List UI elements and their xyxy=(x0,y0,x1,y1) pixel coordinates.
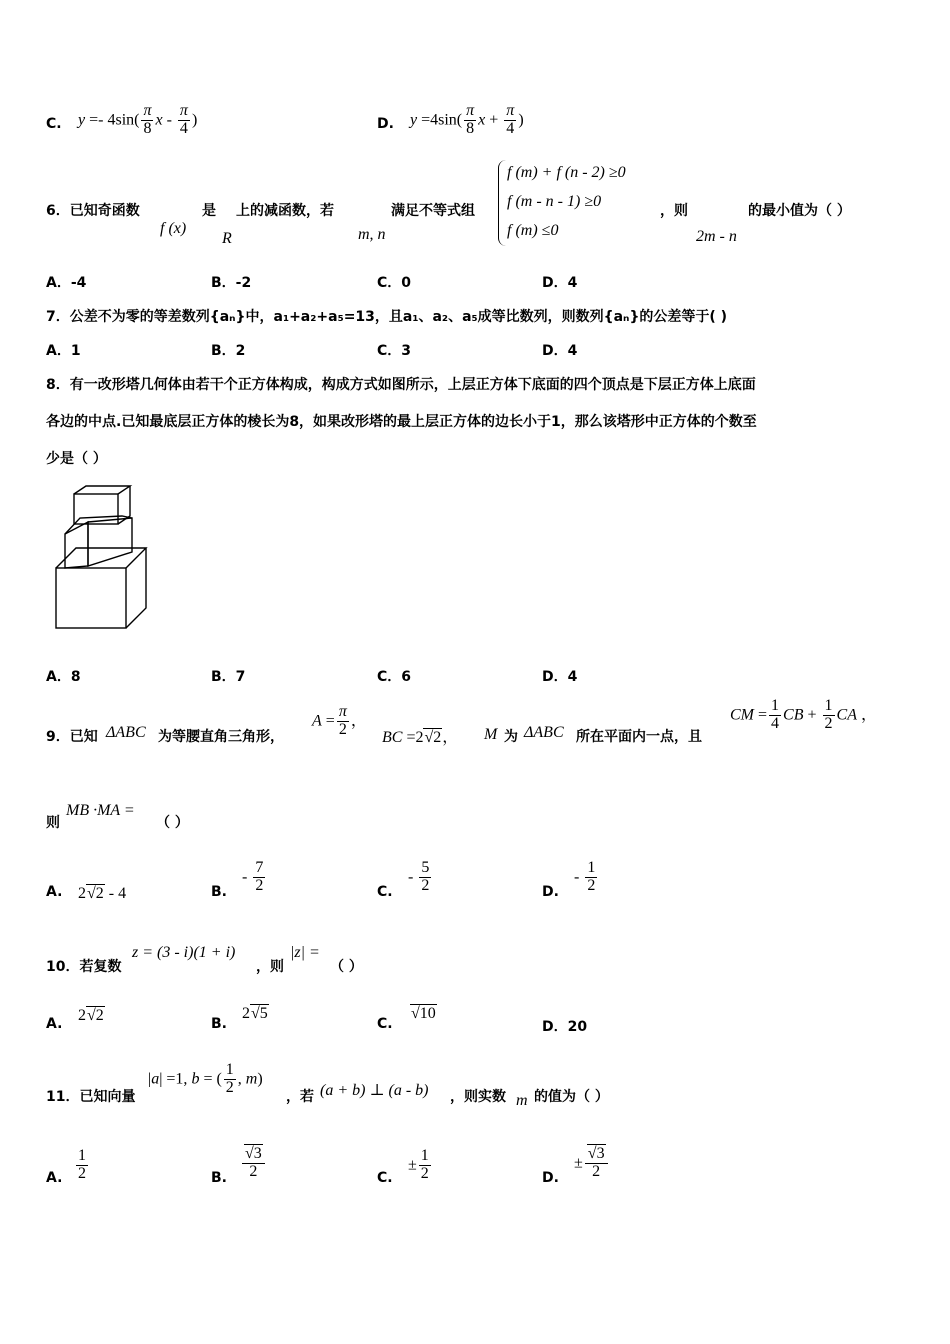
q9-opt-d-math: - $\frac{1}{2}$ xyxy=(574,859,596,894)
q6-text-4: 满足不等式组 xyxy=(391,203,475,219)
q9-angle: A = $\frac{\pi}{2}$ ， xyxy=(312,703,367,738)
q11-vec: |a| =1, b = ( $\frac{1}{2}$ , m) xyxy=(148,1061,263,1096)
q9-opt-b-label: B. xyxy=(211,884,227,900)
q10-paren: （ ） xyxy=(330,959,363,975)
q6-R: R xyxy=(222,230,232,247)
q9-text-4: 所在平面内一点，且 xyxy=(576,729,702,745)
q11-text-2: ，若 xyxy=(286,1089,314,1105)
q5-opt-c-label: C. xyxy=(46,116,62,132)
q11-m: m xyxy=(516,1092,528,1109)
q7-text: 7．公差不为零的等差数列{aₙ}中，a₁+a₂+a₅=13，且a₁、a₂、a₅成等比数列，则数列{aₙ}的公差等于( ) xyxy=(46,309,728,325)
q9-then: 则 xyxy=(46,815,60,831)
q10-opt-b-label: B. xyxy=(211,1016,227,1032)
q9-opt-b-math: - $\frac{7}{2}$ xyxy=(242,859,264,894)
q6-opt-d: D．4 xyxy=(542,275,578,291)
q9-paren: （ ） xyxy=(156,815,189,831)
q6-ineq-2: f (m - n - 1) ≥0 xyxy=(507,193,602,210)
q6-text-2: 是 xyxy=(202,203,216,219)
q9-text-1: 9．已知 xyxy=(46,729,98,745)
q10-text-1: 10．若复数 xyxy=(46,959,122,975)
q6-text-3: 上的减函数，若 xyxy=(236,203,334,219)
q7-opt-c: C．3 xyxy=(377,343,412,359)
q8-opt-a: A．8 xyxy=(46,669,81,685)
q7-opt-a: A．1 xyxy=(46,343,81,359)
q10-abs: |z| = xyxy=(290,944,320,961)
q8-line-1: 8．有一改形塔几何体由若干个正方体构成，构成方式如图所示，上层正方体下底面的四个顶点是下层正方体上底面 xyxy=(46,377,756,393)
middle-cube-front xyxy=(65,522,88,568)
q6-fx: f (x) xyxy=(160,220,187,237)
q8-line-3: 少是（ ） xyxy=(46,451,107,467)
q6-ineq-1: f (m) + f (n - 2) ≥0 xyxy=(507,164,626,181)
q9-cm-equation: CM = $\frac{1}{4}$ CB + $\frac{1}{2}$ CA ， xyxy=(730,697,877,732)
q11-perp: (a + b) ⊥ (a - b) xyxy=(320,1082,429,1099)
q9-bc: BC =2√2， xyxy=(382,729,459,746)
q10-opt-c-label: C. xyxy=(377,1016,393,1032)
q6-expr: 2m - n xyxy=(696,228,737,245)
q10-text-2: ，则 xyxy=(256,959,284,975)
q9-tri: ΔABC xyxy=(106,724,146,741)
q7-opt-b: B．2 xyxy=(211,343,246,359)
q8-opt-d: D．4 xyxy=(542,669,578,685)
q6-mn: m, n xyxy=(358,226,386,243)
q9-opt-a-label: A. xyxy=(46,884,63,900)
top-cube-top xyxy=(74,486,130,494)
q5-opt-d-label: D. xyxy=(377,116,394,132)
q11-opt-a-math: $\frac{1}{2}$ xyxy=(78,1147,86,1182)
q6-ineq-3: f (m) ≤0 xyxy=(507,222,559,239)
q10-opt-a-label: A. xyxy=(46,1016,63,1032)
q11-text-4: 的值为（ ） xyxy=(534,1089,609,1105)
bottom-cube-front xyxy=(56,568,126,628)
q9-dot: MB ·MA = xyxy=(66,802,135,819)
q11-text-3: ，则实数 xyxy=(450,1089,506,1105)
q9-text-2: 为等腰直角三角形， xyxy=(158,729,284,745)
q5-opt-c-math: y =- 4sin( $\frac{\pi}{8}$ x - $\frac{\pi}{4}$ ) xyxy=(78,102,198,137)
q10-opt-c-math: √10 xyxy=(411,1005,436,1022)
q11-opt-b-label: B. xyxy=(211,1170,227,1186)
q8-line-2: 各边的中点.已知最底层正方体的棱长为8，如果改形塔的最上层正方体的边长小于1，那么该塔形中正方体的个数至 xyxy=(46,414,757,430)
q11-opt-c-math: ± $\frac{1}{2}$ xyxy=(408,1147,429,1182)
q9-opt-c-math: - $\frac{5}{2}$ xyxy=(408,859,430,894)
q10-opt-d: D．20 xyxy=(542,1019,588,1035)
q6-opt-a: A．-4 xyxy=(46,275,87,291)
q10-opt-a-math: 2√2 xyxy=(78,1007,104,1024)
q11-opt-b-math: $\frac{√3}{2}$ xyxy=(240,1146,267,1181)
q11-opt-c-label: C. xyxy=(377,1170,393,1186)
q8-tower-figure xyxy=(50,482,160,634)
q7-opt-d: D．4 xyxy=(542,343,578,359)
q11-opt-d-math: ± $\frac{√3}{2}$ xyxy=(574,1146,610,1181)
q8-opt-c: C．6 xyxy=(377,669,412,685)
q6-text-5: ，则 xyxy=(660,203,688,219)
q8-opt-b: B．7 xyxy=(211,669,246,685)
q10-opt-b-math: 2√5 xyxy=(242,1005,268,1022)
q10-z: z = (3 - i)(1 + i) xyxy=(132,944,236,961)
q11-opt-d-label: D. xyxy=(542,1170,559,1186)
middle-cube-right xyxy=(88,518,132,566)
q6-text-6: 的最小值为（ ） xyxy=(748,203,851,219)
q11-opt-a-label: A. xyxy=(46,1170,63,1186)
q9-opt-c-label: C. xyxy=(377,884,393,900)
q6-inequality-system xyxy=(498,160,659,246)
q6-opt-b: B．-2 xyxy=(211,275,252,291)
q6-opt-c: C．0 xyxy=(377,275,412,291)
q11-text-1: 11．已知向量 xyxy=(46,1089,136,1105)
q9-M: M xyxy=(484,726,498,743)
bottom-cube-side xyxy=(126,548,146,628)
q9-opt-d-label: D. xyxy=(542,884,559,900)
q9-text-3: 为 xyxy=(504,729,518,745)
q9-opt-a-math: 2√2 - 4 xyxy=(78,885,127,902)
q6-text-1: 6．已知奇函数 xyxy=(46,203,140,219)
q5-opt-d-math: y =4sin( $\frac{\pi}{8}$ x + $\frac{\pi}{4}$ ) xyxy=(410,102,524,137)
q9-tri-2: ΔABC xyxy=(524,724,564,741)
